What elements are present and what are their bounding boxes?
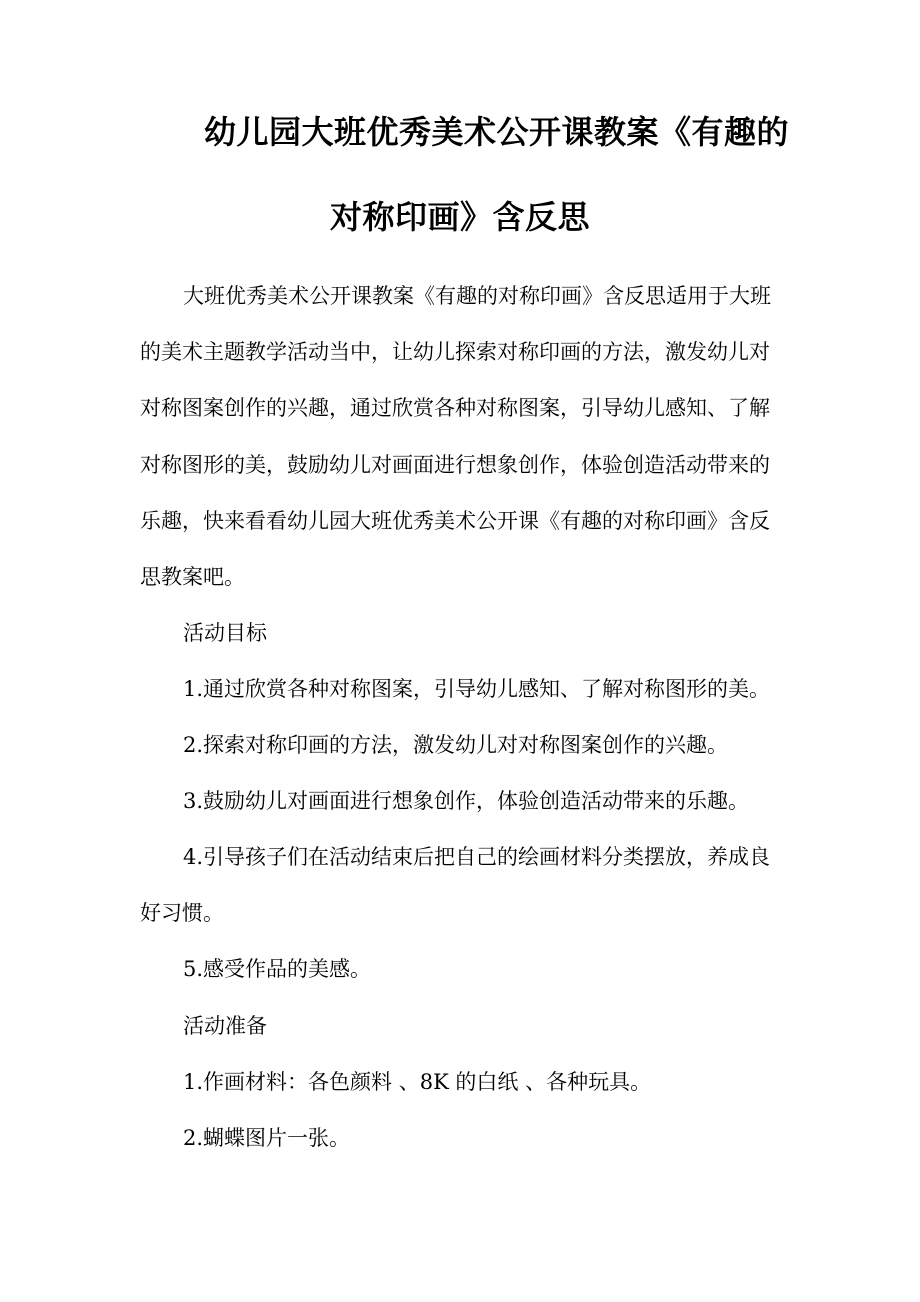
intro-line-6: 思教案吧。 [140,565,245,589]
prep-item-1: 1.作画材料：各色颜料 、8K 的白纸 、各种玩具。 [183,1070,652,1094]
goal-item-4: 4.引导孩子们在活动结束后把自己的绘画材料分类摆放，养成良 [183,845,771,869]
intro-line-3: 对称图案创作的兴趣，通过欣赏各种对称图案，引导幼儿感知、了解 [140,396,770,420]
goal-item-4-continued: 好习惯。 [140,901,224,925]
goal-item-5: 5.感受作品的美感。 [183,957,372,981]
intro-line-5: 乐趣，快来看看幼儿园大班优秀美术公开课《有趣的对称印画》含反 [140,509,770,533]
intro-line-4: 对称图形的美，鼓励幼儿对画面进行想象创作，体验创造活动带来的 [140,453,770,477]
goals-heading: 活动目标 [183,621,267,645]
document-title-line-1: 幼儿园大班优秀美术公开课教案《有趣的 [204,113,790,151]
goal-item-2: 2.探索对称印画的方法，激发幼儿对对称图案创作的兴趣。 [183,733,729,757]
goal-item-3: 3.鼓励幼儿对画面进行想象创作，体验创造活动带来的乐趣。 [183,789,750,813]
goal-item-1: 1.通过欣赏各种对称图案，引导幼儿感知、了解对称图形的美。 [183,677,771,701]
document-title-line-2: 对称印画》含反思 [329,198,590,236]
prep-heading: 活动准备 [183,1014,267,1038]
intro-line-1: 大班优秀美术公开课教案《有趣的对称印画》含反思适用于大班 [183,284,771,308]
intro-line-2: 的美术主题教学活动当中，让幼儿探索对称印画的方法，激发幼儿对 [140,340,770,364]
prep-item-2: 2.蝴蝶图片一张。 [183,1126,351,1150]
